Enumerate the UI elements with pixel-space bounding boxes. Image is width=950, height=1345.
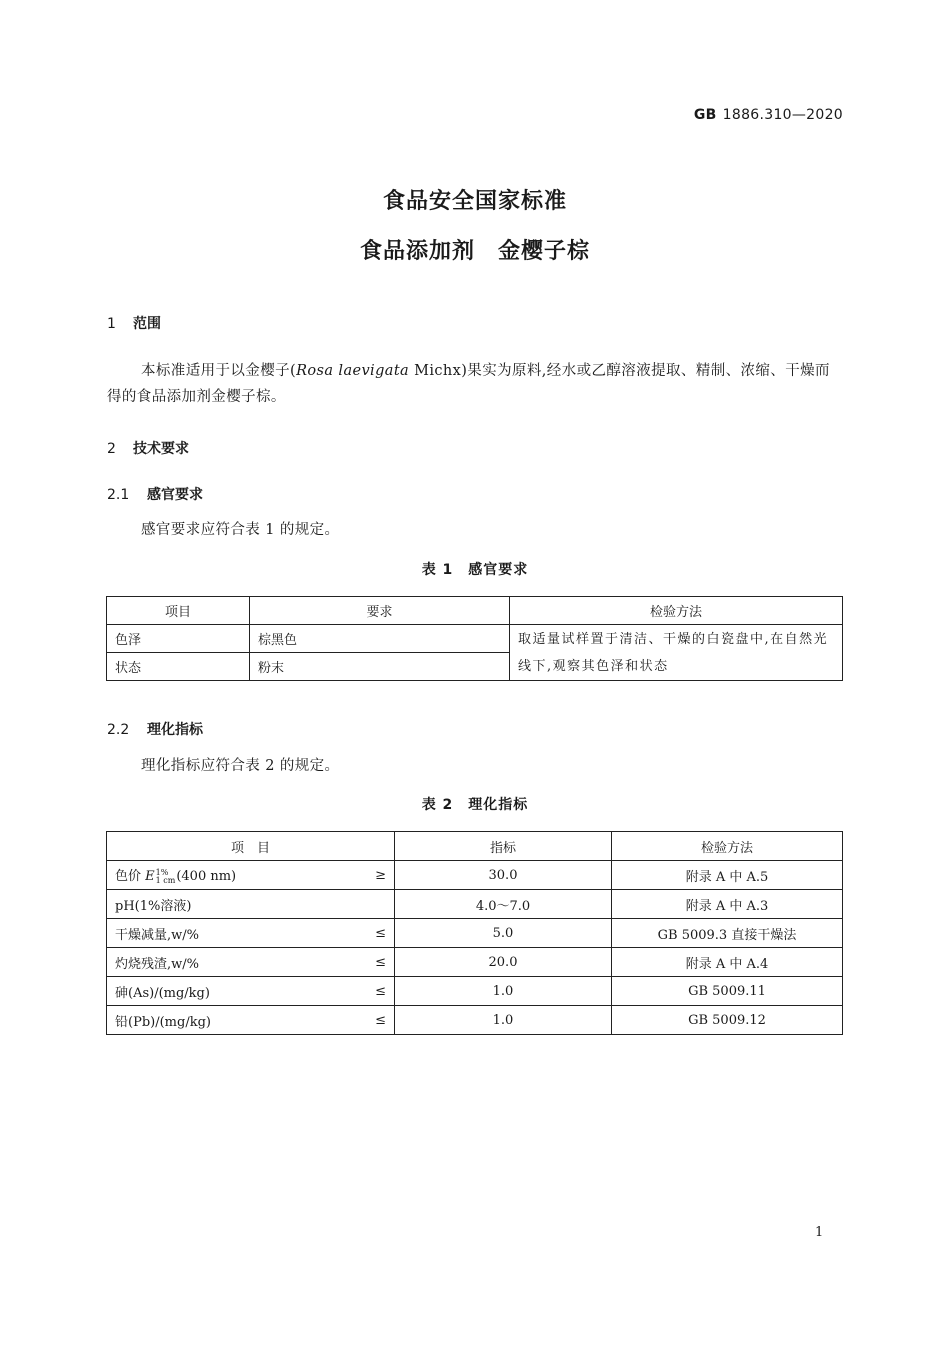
comparison-operator: ≤ [375, 954, 386, 970]
table-header: 检验方法 [612, 832, 843, 861]
section-title: 范围 [133, 316, 161, 332]
document-subtitle: 食品添加剂 金樱子棕 [359, 239, 590, 264]
table-cell-item [107, 977, 395, 1006]
section-number: 2.1 [107, 487, 130, 503]
item-text: 色价 [115, 869, 146, 885]
table-cell-method: 附录 A 中 A.4 [612, 948, 843, 977]
symbol-e: E [145, 869, 155, 885]
para-text: Michx)果实为原料,经水或乙醇溶液提取、精制、浓缩、干燥而得的食品添加剂金樱子棕。 [107, 363, 830, 405]
section-2-1-heading [107, 484, 203, 504]
item-label: 铅(Pb)/(mg/kg) [115, 1014, 211, 1030]
section-1-heading [107, 313, 161, 333]
table-header-row [107, 597, 843, 625]
table-cell-method: GB 5009.11 [612, 977, 843, 1006]
table-header: 项目 [107, 597, 250, 625]
section-number: 2 [107, 441, 116, 457]
table-cell-method: 附录 A 中 A.5 [612, 861, 843, 890]
table-cell-item [107, 948, 395, 977]
section-title: 技术要求 [133, 441, 189, 457]
item-label: 干燥减量,w/% [115, 927, 199, 943]
table-1-caption: 表 1 感官要求 [421, 562, 529, 578]
table-cell-method: GB 5009.3 直接干燥法 [612, 919, 843, 948]
table-cell-value: 5.0 [395, 919, 612, 948]
table-header: 检验方法 [510, 597, 843, 625]
table-header-row [107, 832, 843, 861]
latin-name: Rosa laevigata [296, 363, 410, 379]
table-cell-value: 20.0 [395, 948, 612, 977]
table-cell-value: 4.0～7.0 [395, 890, 612, 919]
table-cell: 粉末 [250, 653, 510, 681]
subscript: 1 cm [155, 875, 176, 885]
table-row [107, 1006, 843, 1035]
table-header: 指标 [395, 832, 612, 861]
table-cell-item [107, 919, 395, 948]
document-title: 食品安全国家标准 [382, 189, 567, 214]
table-row [107, 919, 843, 948]
table-1 [106, 596, 843, 681]
table-cell-method: GB 5009.12 [612, 1006, 843, 1035]
table-cell-item [107, 1006, 395, 1035]
section-number: 1 [107, 316, 116, 332]
comparison-operator: ≤ [375, 925, 386, 941]
section-number: 2.2 [107, 722, 130, 738]
para-text: 本标准适用于以金樱子( [141, 363, 297, 379]
item-label: pH(1%溶液) [115, 898, 192, 914]
table-row [107, 948, 843, 977]
table-cell-method: 附录 A 中 A.3 [612, 890, 843, 919]
table-cell: 棕黑色 [250, 625, 510, 653]
item-label [115, 865, 236, 885]
comparison-operator: ≤ [375, 983, 386, 999]
section-2-2-paragraph: 理化指标应符合表 2 的规定。 [141, 758, 340, 774]
table-header: 项 目 [107, 832, 395, 861]
table-row [107, 861, 843, 890]
table-2 [106, 831, 843, 1035]
table-cell-value: 1.0 [395, 977, 612, 1006]
table-cell: 色泽 [107, 625, 250, 653]
table-cell-method: 取适量试样置于清洁、干燥的白瓷盘中,在自然光线下,观察其色泽和状态 [510, 625, 843, 681]
table-cell: 状态 [107, 653, 250, 681]
table-row [107, 890, 843, 919]
section-title: 理化指标 [147, 722, 203, 738]
table-cell-value: 30.0 [395, 861, 612, 890]
table-row [107, 625, 843, 653]
item-label: 砷(As)/(mg/kg) [115, 985, 210, 1001]
comparison-operator: ≥ [375, 867, 386, 883]
comparison-operator: ≤ [375, 1012, 386, 1028]
page-number: 1 [815, 1225, 824, 1240]
item-label: 灼烧残渣,w/% [115, 956, 199, 972]
section-2-1-paragraph: 感官要求应符合表 1 的规定。 [141, 522, 340, 538]
sup-sub [156, 869, 176, 885]
standard-code [694, 107, 843, 123]
section-1-paragraph [107, 358, 843, 410]
section-2-heading [107, 438, 189, 458]
section-title: 感官要求 [147, 487, 203, 503]
table-cell-item [107, 861, 395, 890]
table-row [107, 977, 843, 1006]
standard-code-prefix: GB [693, 107, 717, 123]
superscript: 1% [155, 867, 169, 877]
table-cell-value: 1.0 [395, 1006, 612, 1035]
standard-code-number: 1886.310—2020 [722, 107, 843, 123]
table-2-caption: 表 2 理化指标 [421, 797, 529, 813]
table-cell-item [107, 890, 395, 919]
item-text: (400 nm) [176, 869, 237, 885]
table-header: 要求 [250, 597, 510, 625]
section-2-2-heading [107, 719, 203, 739]
